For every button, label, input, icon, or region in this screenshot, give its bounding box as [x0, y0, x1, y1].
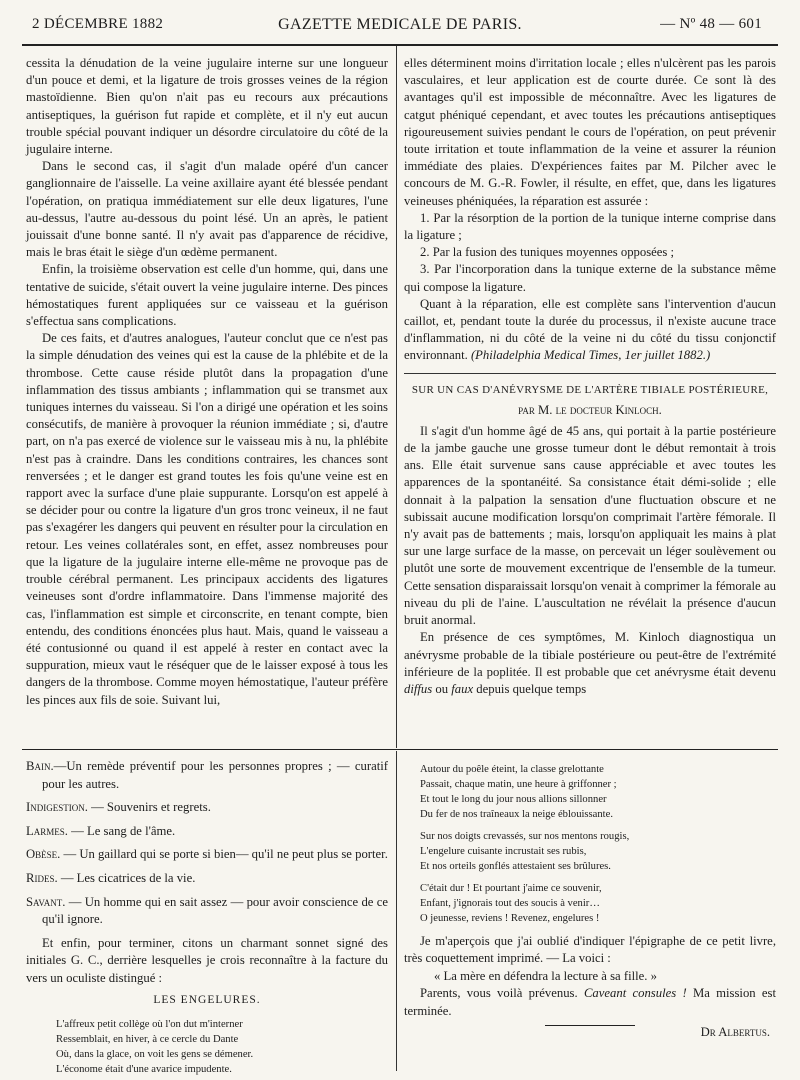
poem-line: Ressemblait, en hiver, à ce cercle du Dante	[56, 1034, 239, 1046]
paragraph-text: Quant à la réparation, elle est complète sans l'intervention d'aucun caillot, et, pendant toute la durée du processus, il n'existe aucune trace d'inflammation, ni du côté de la veine ni du côté du tissu conjonctif environnant.	[404, 296, 776, 363]
paragraph: Et enfin, pour terminer, citons un charmant sonnet signé des initiales G. C., derrière lesquelles je crois reconnaître à la facture du vers un oculiste distingué :	[26, 935, 388, 985]
column-left	[26, 55, 388, 709]
header-title: GAZETTE MEDICALE DE PARIS.	[278, 16, 522, 33]
paragraph: Il s'agit d'un homme âgé de 45 ans, qui portait à la partie postérieure de la jambe gauche une grosse tumeur dont le début remontait à trois ans. Elle était survenue sans cause appréciable et avec toutes les apparences de la spontanéité. Sa consistance était démi-solide ; elle donnait à la palpation la sensation d'une fluctuation obscure et ne subissait aucune modification lorsqu'on comprimait l'artère fémorale. Il n'y avait pas de battements ; mais, lorsqu'on appliquait les mains à plat sur une large surface de la masse, on percevait un léger soulèvement ou plutôt une sorte de mouvement excentrique de l'ensemble de la tumeur. Cette sensation disparaissait lorsqu'on venait à comprimer la fémorale au niveau du pli de l'aine. L'auscultation ne révélait la présence d'aucun bruit anormal.	[404, 423, 776, 628]
article-author: par M. le docteur Kinloch.	[518, 402, 662, 417]
italic-phrase: Caveant consules !	[583, 986, 687, 1001]
poem-stanza	[404, 881, 776, 926]
header-rule	[22, 44, 778, 46]
definition-entry	[26, 846, 388, 864]
source-citation: (Philadelphia Medical Times, 1er juillet 1882.)	[470, 348, 711, 363]
poem-line: C'était dur ! Et pourtant j'aime ce souvenir,	[420, 883, 602, 894]
poem-line: Du fer de nos traîneaux la neige éblouissante.	[420, 809, 613, 820]
feuilleton-right	[404, 762, 776, 1041]
poem-line: Autour du poêle éteint, la classe grelottante	[420, 764, 604, 775]
poem-line: L'économe était d'une avarice impudente.	[56, 1064, 232, 1076]
poem-line: Où, dans la glace, on voit les gens se démener.	[56, 1049, 254, 1061]
feuilleton-rule	[22, 749, 778, 750]
italic-term: diffus	[404, 681, 433, 696]
definition-term: Indigestion.	[26, 800, 88, 815]
poem-line: Et tout le long du jour nous allions sillonner	[420, 794, 607, 805]
poem-line: Sur nos doigts crevassés, sur nos mentons rougis,	[420, 831, 630, 842]
epigraph-quote: « La mère en défendra la lecture à sa fille. »	[434, 968, 657, 983]
poem-line: Enfant, j'ignorais tout des soucis à venir…	[420, 898, 600, 909]
list-item: 2. Par la fusion des tuniques moyennes opposées ;	[420, 245, 675, 260]
paragraph-text: Parents, vous voilà prévenus.	[420, 986, 578, 1001]
poem-stanza	[404, 829, 776, 874]
column-right	[404, 55, 776, 698]
definition-entry	[26, 823, 388, 841]
paragraph	[404, 629, 776, 698]
paragraph: elles déterminent moins d'irritation locale ; elles n'ulcèrent pas les parois vasculaires, et leur application est de courte durée. Ce sont là des avantages qu'il est impossible de méconnaître. Avec les ligatures de catgut phéniqué cependant, et avec toutes les précautions antiseptiques rigoureusement suivies pendant le cours de l'opération, on peut prévenir toute irritation et toute inflammation de la veine et assurer la réunion immédiate des plaies. D'expériences faites par M. Pilcher avec le concours de M. G.-R. Fowler, il résulte, en effet, que, dans les ligatures veineuses phéniquées, la réparation est assurée :	[404, 56, 776, 208]
paragraph: De ces faits, et d'autres analogues, l'auteur conclut que ce n'est pas la simple dénudation des veines qui est la cause de la phlébite et de la thrombose. Cette cause réside plutôt dans la propagation d'une inflammation des tissus ambiants ; inflammation qui se transmet aux tuniques internes du vaisseau. Si l'on a dirigé une opération et les soins consécutifs, de manière à provoquer la réunion immédiate ; si, d'autre part, on n'a pas exercé de violence sur le vaisseau mis à nu, la phlébite n'est pas à craindre. Dans les conditions contraires, les chances sont renversées ; et le danger est grand toutes les fois qu'une veine est en rapport avec la surface d'une plaie suppurante. Lorsqu'on est appelé à se décider pour ou contre la ligature d'un gros tronc veineux, il ne faut pas s'exagérer les dangers qui peuvent en résulter pour la circulation en retour. Les veines collatérales sont, en effet, assez nombreuses pour que la ligature de la jugulaire interne elle-même ne provoque pas de trouble cérébral permanent. Les principaux accidents des ligatures veineuses sont d'ordre inflammatoire. Dans l'immense majorité des cas, l'inflammation est simple et circonscrite, en tenant compte, bien entendu, des conditions énoncées plus haut. Mais, quand le vaisseau a été contusionné ou quand il est appelé à rester en contact avec la suppuration, mieux vaut le réséquer que de le laisser exposé à tous les dangers de la thrombose. Comme moyen hémostatique, l'auteur préfère les pinces aux fils de soie. Suivant lui,	[26, 331, 388, 707]
definition-term: Bain.	[26, 759, 54, 773]
end-rule	[545, 1025, 635, 1026]
definition-entry	[26, 758, 388, 793]
poem-line: Et nos orteils gonflés attestaient ses brûlures.	[420, 861, 611, 872]
poem-line: L'affreux petit collège où l'on dut m'interner	[56, 1019, 243, 1031]
sonnet-title: LES ENGELURES.	[153, 993, 261, 1006]
definition-term: Rides.	[26, 870, 58, 885]
definition-text: —Un remède préventif pour les personnes propres ; — curatif pour les autres.	[42, 759, 388, 791]
paragraph-text: depuis quelque temps	[476, 681, 587, 696]
italic-term: faux	[451, 681, 474, 696]
list-item: 3. Par l'incorporation dans la tunique externe de la substance même qui compose la ligature.	[404, 262, 776, 294]
definition-term: Larmes.	[26, 823, 68, 838]
poem-stanza	[404, 762, 776, 822]
definition-text: — Un gaillard qui se porte si bien— qu'il ne peut plus se porter.	[63, 847, 388, 862]
definition-text: — Les cicatrices de la vie.	[60, 870, 196, 885]
paragraph: cessita la dénudation de la veine jugulaire interne sur une longueur d'un pouce et demi, et la ligature de trois grosses veines de la région mastoïdienne. Bien qu'on n'ait pas eu recours aux précautions antiseptiques, la guérison fut rapide et complète, et il n'y eut aucun trouble spécial pouvant indiquer un désordre circulatoire du côté de la jugulaire interne.	[26, 56, 388, 157]
header-page-number: — Nº 48 — 601	[660, 16, 762, 32]
column-divider-bottom	[396, 751, 397, 1071]
paragraph: Enfin, la troisième observation est celle d'un homme, qui, dans une tentative de suicide, s'était ouvert la veine jugulaire interne. Des pinces hémostatiques furent appliquées sur ce vaisseau et la guérison s'effectua sans complications.	[26, 262, 388, 329]
definition-entry	[26, 870, 388, 888]
definition-entry	[26, 799, 388, 817]
definition-term: Savant.	[26, 894, 66, 909]
definition-text: — Un homme qui en sait assez — pour avoir conscience de ce qu'il ignore.	[42, 894, 388, 927]
definition-text: — Le sang de l'âme.	[71, 823, 176, 838]
list-item: 1. Par la résorption de la portion de la tunique interne comprise dans la ligature ;	[404, 210, 776, 243]
column-divider-top	[396, 46, 397, 748]
paragraph-text: En présence de ces symptômes, M. Kinloch diagnostiqua un anévrysme probable de la tibiale postérieure ou peut-être de l'extrémité inférieure de la poplitée. Il est probable que cet anévrysme était devenu	[404, 630, 776, 679]
feuilleton-left	[26, 758, 388, 1077]
paragraph: Je m'aperçois que j'ai oublié d'indiquer l'épigraphe de ce petit livre, très coquettement imprimé. — La voici :	[404, 934, 776, 966]
poem-line: Passait, chaque matin, une heure à griffonner ;	[420, 779, 617, 790]
paragraph	[404, 296, 776, 365]
paragraph-text: Ma mission est terminée.	[404, 986, 777, 1018]
paragraph	[404, 985, 776, 1020]
header-date: 2 DÉCEMBRE 1882	[32, 16, 164, 32]
definition-term: Obèse.	[26, 847, 61, 862]
paragraph: Dans le second cas, il s'agit d'un malade opéré d'un cancer ganglionnaire de l'aisselle. La veine axillaire ayant été blessée pendant l'opération, on pratiqua immédiatement sur elle deux ligatures, l'une au-dessus, l'autre au-dessous du point lésé. Un an après, le patient jouissait d'une bonne santé. Il n'y avait pas d'apparence de récidive, mais le bras était le siège d'un œdème permanent.	[26, 159, 388, 260]
paragraph-text: ou	[435, 681, 449, 696]
article-title: SUR UN CAS D'ANÉVRYSME DE L'ARTÈRE TIBIALE POSTÉRIEURE,	[404, 373, 776, 398]
poem-line: O jeunesse, reviens ! Revenez, engelures !	[420, 913, 600, 924]
poem-line: L'engelure cuisante incrustait ses rubis,	[420, 846, 587, 857]
page-header	[22, 12, 778, 38]
definition-text: — Souvenirs et regrets.	[91, 800, 211, 815]
definition-entry	[26, 894, 388, 929]
signature: Dr Albertus.	[700, 1025, 770, 1040]
